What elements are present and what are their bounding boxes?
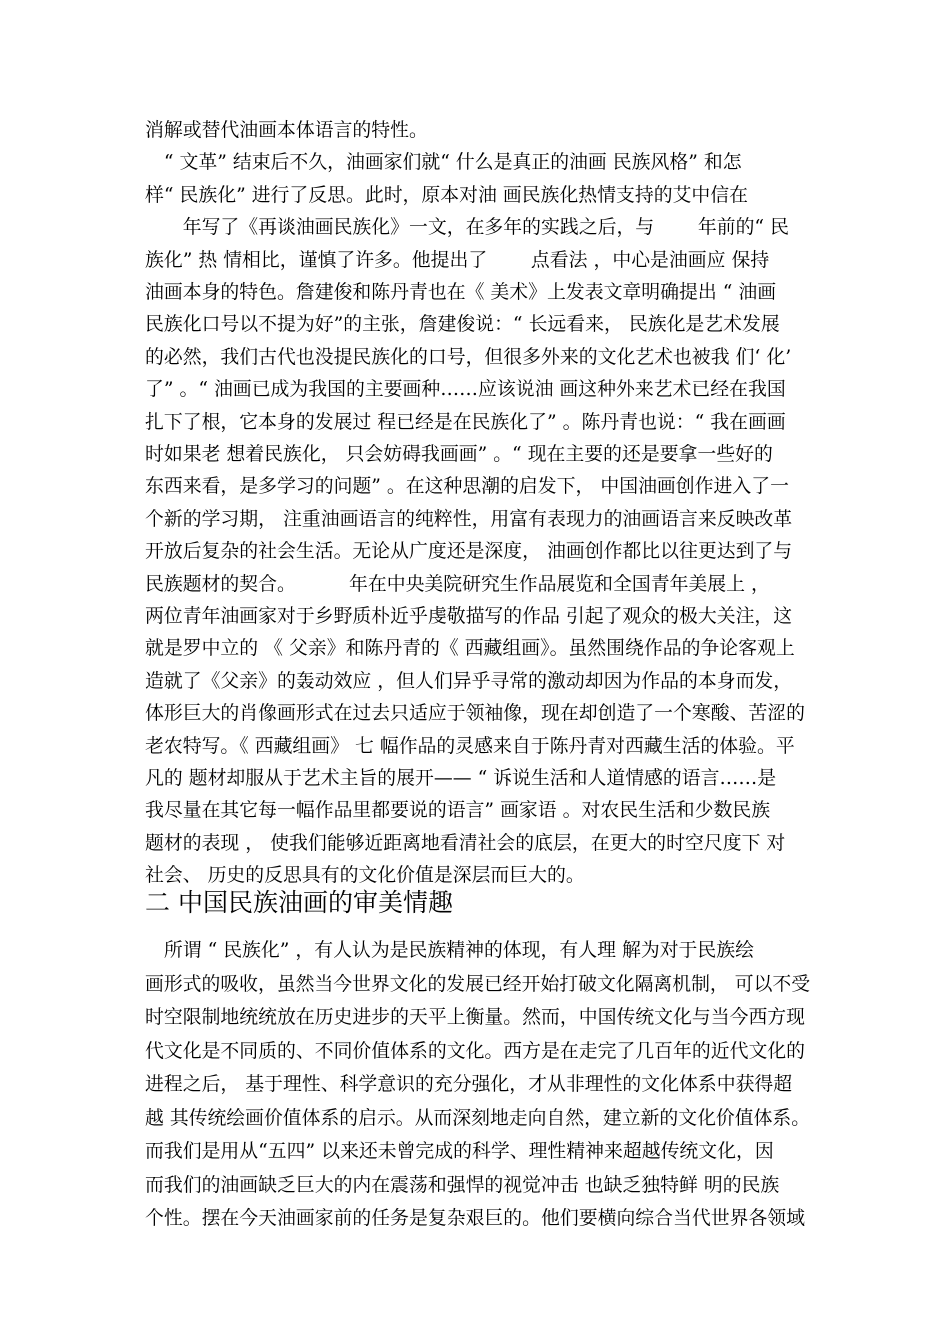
text-line: 个新的学习期， 注重油画语言的纯粹性，用富有表现力的油画语言来反映改革 bbox=[145, 507, 793, 530]
text-line: 油画本身的特色。詹建俊和陈丹青也在《 美术》上发表文章明确提出 “ 油画 bbox=[145, 281, 777, 303]
text-line: 画形式的吸收，虽然当今世界文化的发展已经开始打破文化隔离机制， 可以不受 bbox=[145, 972, 811, 995]
text-line: 了” 。“ 油画已成为我国的主要画种……应该说油 画这种外来艺术已经在我国 bbox=[145, 378, 786, 401]
text-line: 年写了《再谈油画民族化》一文，在多年的实践之后，与 年前的“ 民 bbox=[145, 216, 789, 239]
text-line: 所谓 “ 民族化” ，有人认为是民族精神的体现，有人理 解为对于民族绘 bbox=[145, 939, 754, 961]
text-line: 体形巨大的肖像画形式在过去只适应于领袖像，现在却创造了一个寒酸、苦涩的 bbox=[145, 702, 806, 725]
text-line: 代文化是不同质的、不同价值体系的文化。西方是在走完了几百年的近代文化的 bbox=[145, 1039, 806, 1062]
text-line: 题材的表现 ， 使我们能够近距离地看清社会的底层，在更大的时空尺度下 对 bbox=[145, 831, 786, 854]
text-line: 社会、 历史的反思具有的文化价值是深层而巨大的。 bbox=[145, 864, 585, 887]
text-line: 越 其传统绘画价值体系的启示。从而深刻地走向自然，建立新的文化价值体系。 bbox=[145, 1106, 811, 1129]
text-line: 扎下了根，它本身的发展过 程已经是在民族化了” 。陈丹青也说：“ 我在画画 bbox=[145, 410, 786, 433]
text-line: 消解或替代油画本体语言的特性。 bbox=[145, 119, 428, 141]
text-line: 样“ 民族化” 进行了反思。此时，原本对油 画民族化热情支持的艾中信在 bbox=[145, 183, 749, 206]
text-line: 凡的 题材却服从于艺术主旨的展开—— “ 诉说生活和人道情感的语言……是 bbox=[145, 767, 777, 789]
text-line: 而我们的油画缺乏巨大的内在震荡和强悍的视觉冲击 也缺乏独特鲜 明的民族 bbox=[145, 1173, 780, 1196]
text-line: 族化” 热 情相比，谨慎了许多。他提出了 点看法 ，中心是油画应 保持 bbox=[145, 248, 770, 271]
text-line: 时如果老 想着民族化， 只会妨碍我画画” 。“ 现在主要的还是要拿一些好的 bbox=[145, 443, 773, 465]
text-line: 进程之后， 基于理性、科学意识的充分强化，才从非理性的文化体系中获得超 bbox=[145, 1073, 793, 1095]
text-line: 造就了《父亲》的轰动效应 ，但人们异乎寻常的激动却因为作品的本身而发， bbox=[145, 669, 793, 692]
text-line: “ 文革” 结束后不久，油画家们就“ 什么是真正的油画 民族风格” 和怎 bbox=[145, 151, 742, 174]
text-line: 开放后复杂的社会生活。无论从广度还是深度， 油画创作都比以往更达到了与 bbox=[145, 540, 793, 563]
text-line: 民族题材的契合。 年在中央美院研究生作品展览和全国青年美展上 ， bbox=[145, 572, 770, 595]
text-line: 的必然，我们古代也没提民族化的口号，但很多外来的文化艺术也被我 们‘ 化’ bbox=[145, 345, 792, 368]
text-line: 东西来看，是多学习的问题” 。在这种思潮的启发下， 中国油画创作进入了一 bbox=[145, 475, 789, 498]
text-line: 就是罗中立的 《 父亲》和陈丹青的《 西藏组画》。虽然围绕作品的争论客观上 bbox=[145, 637, 795, 660]
text-line: 而我们是用从“五四” 以来还未曾完成的科学、理性精神来超越传统文化，因 bbox=[145, 1140, 774, 1162]
section-heading: 二 中国民族油画的审美情趣 bbox=[145, 888, 453, 917]
text-line: 两位青年油画家对于乡野质朴近乎虔敬描写的作品 引起了观众的极大关注，这 bbox=[145, 605, 793, 627]
text-line: 老农特写。《 西藏组画》 七 幅作品的灵感来自于陈丹青对西藏生活的体验。平 bbox=[145, 734, 795, 757]
text-line: 我尽量在其它每一幅作品里都要说的语言” 画家语 。对农民生活和少数民族 bbox=[145, 799, 771, 822]
text-line: 民族化口号以不提为好”的主张，詹建俊说：“ 长远看来， 民族化是艺术发展 bbox=[145, 313, 780, 336]
text-line: 个性。摆在今天油画家前的任务是复杂艰巨的。他们要横向综合当代世界各领域 bbox=[145, 1207, 806, 1229]
text-line: 时空限制地统统放在历史进步的天平上衡量。然而，中国传统文化与当今西方现 bbox=[145, 1006, 806, 1028]
